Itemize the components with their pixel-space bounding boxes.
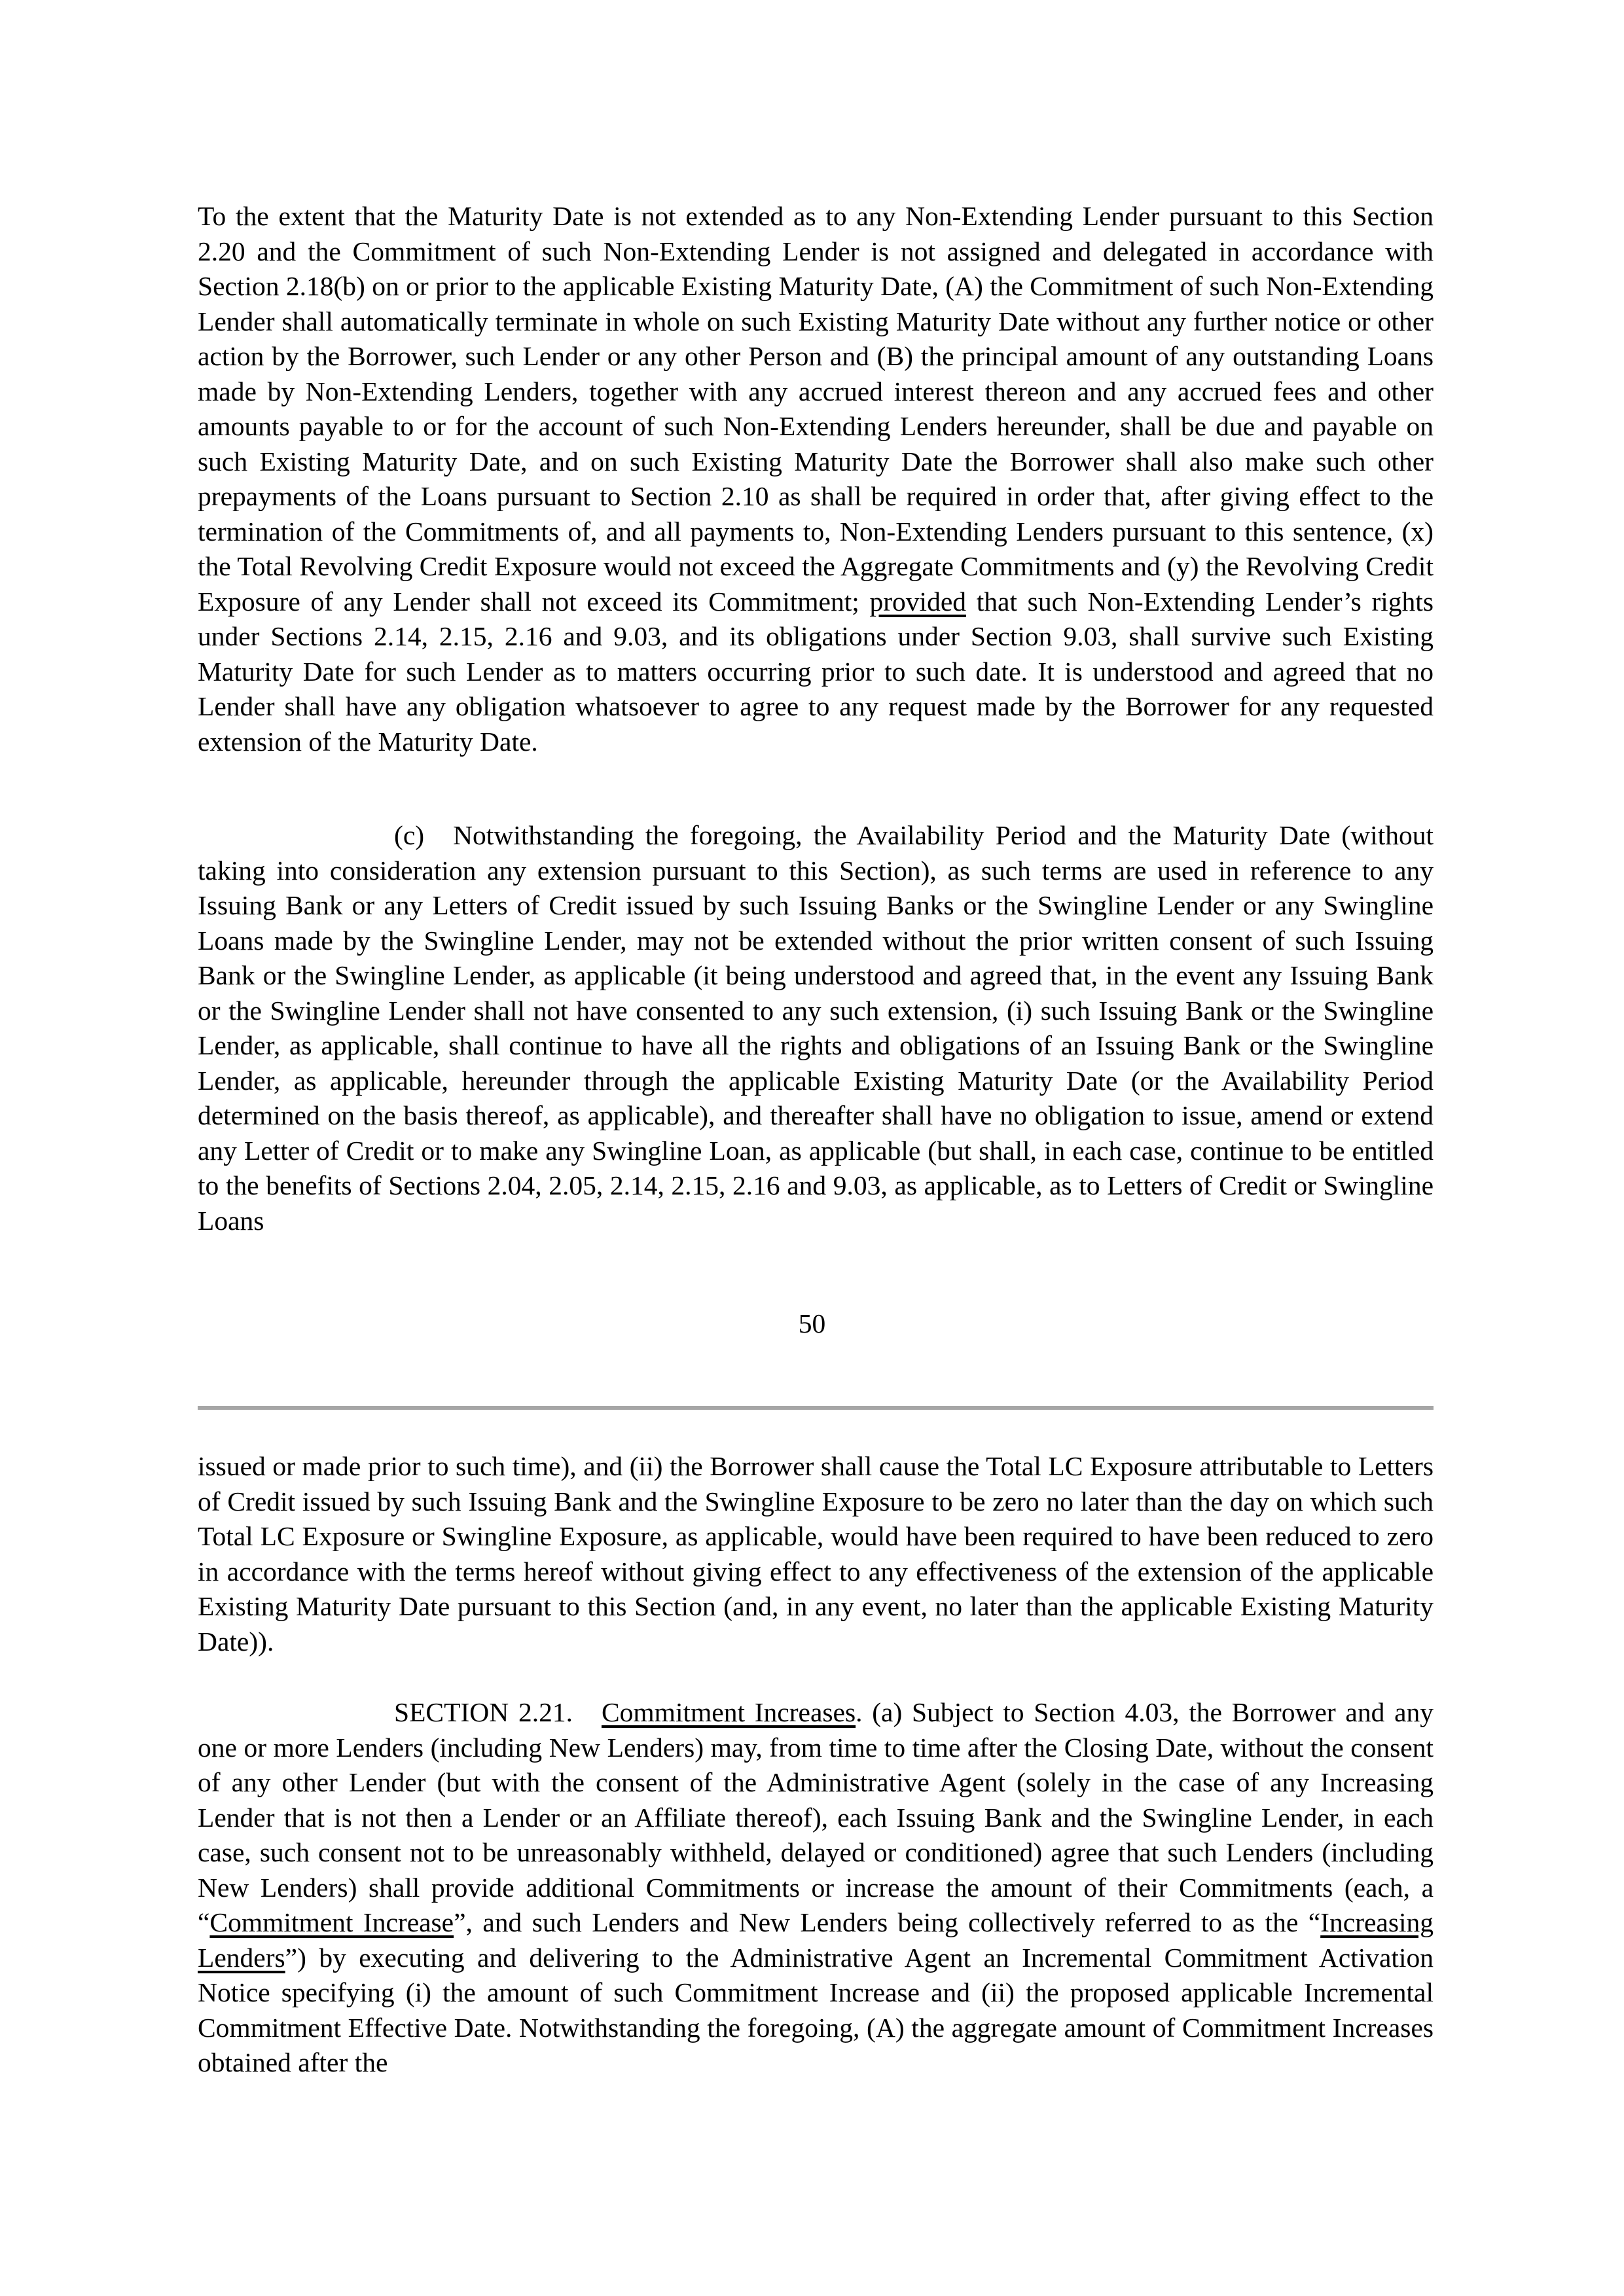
section-title: Commitment Increases — [601, 1697, 856, 1727]
paragraph-text — [198, 818, 1434, 1238]
paragraph-text-part: ”, and such Lenders and New Lenders being collectively referred to as the “ — [454, 1907, 1321, 1937]
paragraph-text — [198, 199, 1434, 759]
defined-term-increasing-lenders: Increasing Lenders — [198, 1907, 1434, 1973]
section-label: SECTION 2.21. — [394, 1697, 573, 1727]
clause-marker: (c) — [394, 820, 425, 850]
paragraph-section-2-21 — [198, 1695, 1434, 2081]
page-break-divider — [198, 1406, 1434, 1410]
paragraph-text-part: Notwithstanding the foregoing, the Availability Period and the Maturity Date (without taking into consideration any extension pursuant to this Section), as such terms are used in reference to any Issuing Bank or any Letters of Credit issued by such Issuing Banks or the Swingline Lender or any Swingline Loans made by the Swingline Lender, may not be extended without the prior written consent of such Issuing Bank or the Swingline Lender, as applicable (it being understood and agreed that, in the event any Issuing Bank or the Swingline Lender shall not have consented to any such extension, (i) such Issuing Bank or the Swingline Lender, as applicable, shall continue to have all the rights and obligations of an Issuing Bank or the Swingline Lender, as applicable, hereunder through the applicable Existing Maturity Date (or the Availability Period determined on the basis thereof, as applicable), and thereafter shall have no obligation to issue, amend or extend any Letter of Credit or to make any Swingline Loan, as applicable (but shall, in each case, continue to be entitled to the benefits of Sections 2.04, 2.05, 2.14, 2.15, 2.16 and 9.03, as applicable, as to Letters of Credit or Swingline Loans — [198, 820, 1434, 1236]
paragraph-text: issued or made prior to such time), and (ii) the Borrower shall cause the Total LC Exposure attributable to Letters of Credit issued by such Issuing Bank and the Swingline Exposure to be zero no later than the day on which such Total LC Exposure or Swingline Exposure, as applicable, would have been required to have been reduced to zero in accordance with the terms hereof without giving effect to any effectiveness of the extension of the applicable Existing Maturity Date pursuant to this Section (and, in any event, no later than the applicable Existing Maturity Date)). — [198, 1451, 1434, 1657]
paragraph-text-part: that such Non-Extending Lender’s rights under Sections 2.14, 2.15, 2.16 and 9.03, and its obligations under Section 9.03, shall survive such Existing Maturity Date for such Lender as to matters occurring prior to such date. It is understood and agreed that no Lender shall have any obligation whatsoever to agree to any request made by the Borrower for any requested extension of the Maturity Date. — [198, 586, 1434, 757]
paragraph-text — [198, 1695, 1434, 2081]
paragraph-text-part: To the extent that the Maturity Date is not extended as to any Non-Extending Lender pursuant to this Section 2.20 and the Commitment of such Non-Extending Lender is not assigned and delegated in accordance with Section 2.18(b) on or prior to the applicable Existing Maturity Date, (A) the Commitment of such Non-Extending Lender shall automatically terminate in whole on such Existing Maturity Date without any further notice or other action by the Borrower, such Lender or any other Person and (B) the principal amount of any outstanding Loans made by Non-Extending Lenders, together with any accrued interest thereon and any accrued fees and other amounts payable to or for the account of such Non-Extending Lenders hereunder, shall be due and payable on such Existing Maturity Date, and on such Existing Maturity Date the Borrower shall also make such other prepayments of the Loans pursuant to Section 2.10 as shall be required in order that, after giving effect to the termination of the Commitments of, and all payments to, Non-Extending Lenders pursuant to this sentence, (x) the Total Revolving Credit Exposure would not exceed the Aggregate Commitments and (y) the Revolving Credit Exposure of any Lender shall not exceed its Commitment; — [198, 201, 1434, 617]
paragraph-text-part: ”) by executing and delivering to the Administrative Agent an Incremental Commitment Activation Notice specifying (i) the amount of such Commitment Increase and (ii) the proposed applicable Incremental Commitment Effective Date. Notwithstanding the foregoing, (A) the aggregate amount of Commitment Increases obtained after the — [198, 1942, 1434, 2077]
paragraph-continuation — [198, 1449, 1434, 1659]
paragraph-non-extending-lender — [198, 199, 1434, 759]
paragraph-text-part: . (a) Subject to Section 4.03, the Borrower and any one or more Lenders (including New Lenders) may, from time to time after the Closing Date, without the consent of any other Lender (but with the consent of the Administrative Agent (solely in the case of any Increasing Lender that is not then a Lender or an Affiliate thereof), each Issuing Bank and the Swingline Lender, in each case, such consent not to be unreasonably withheld, delayed or conditioned) agree that such Lenders (including New Lenders) shall provide additional Commitments or increase the amount of their Commitments (each, a “ — [198, 1697, 1434, 1937]
underlined-term-provided: provided — [869, 586, 967, 617]
defined-term-commitment-increase: Commitment Increase — [209, 1907, 454, 1937]
paragraph-c-availability-period — [198, 818, 1434, 1238]
page-number: 50 — [798, 1308, 826, 1338]
